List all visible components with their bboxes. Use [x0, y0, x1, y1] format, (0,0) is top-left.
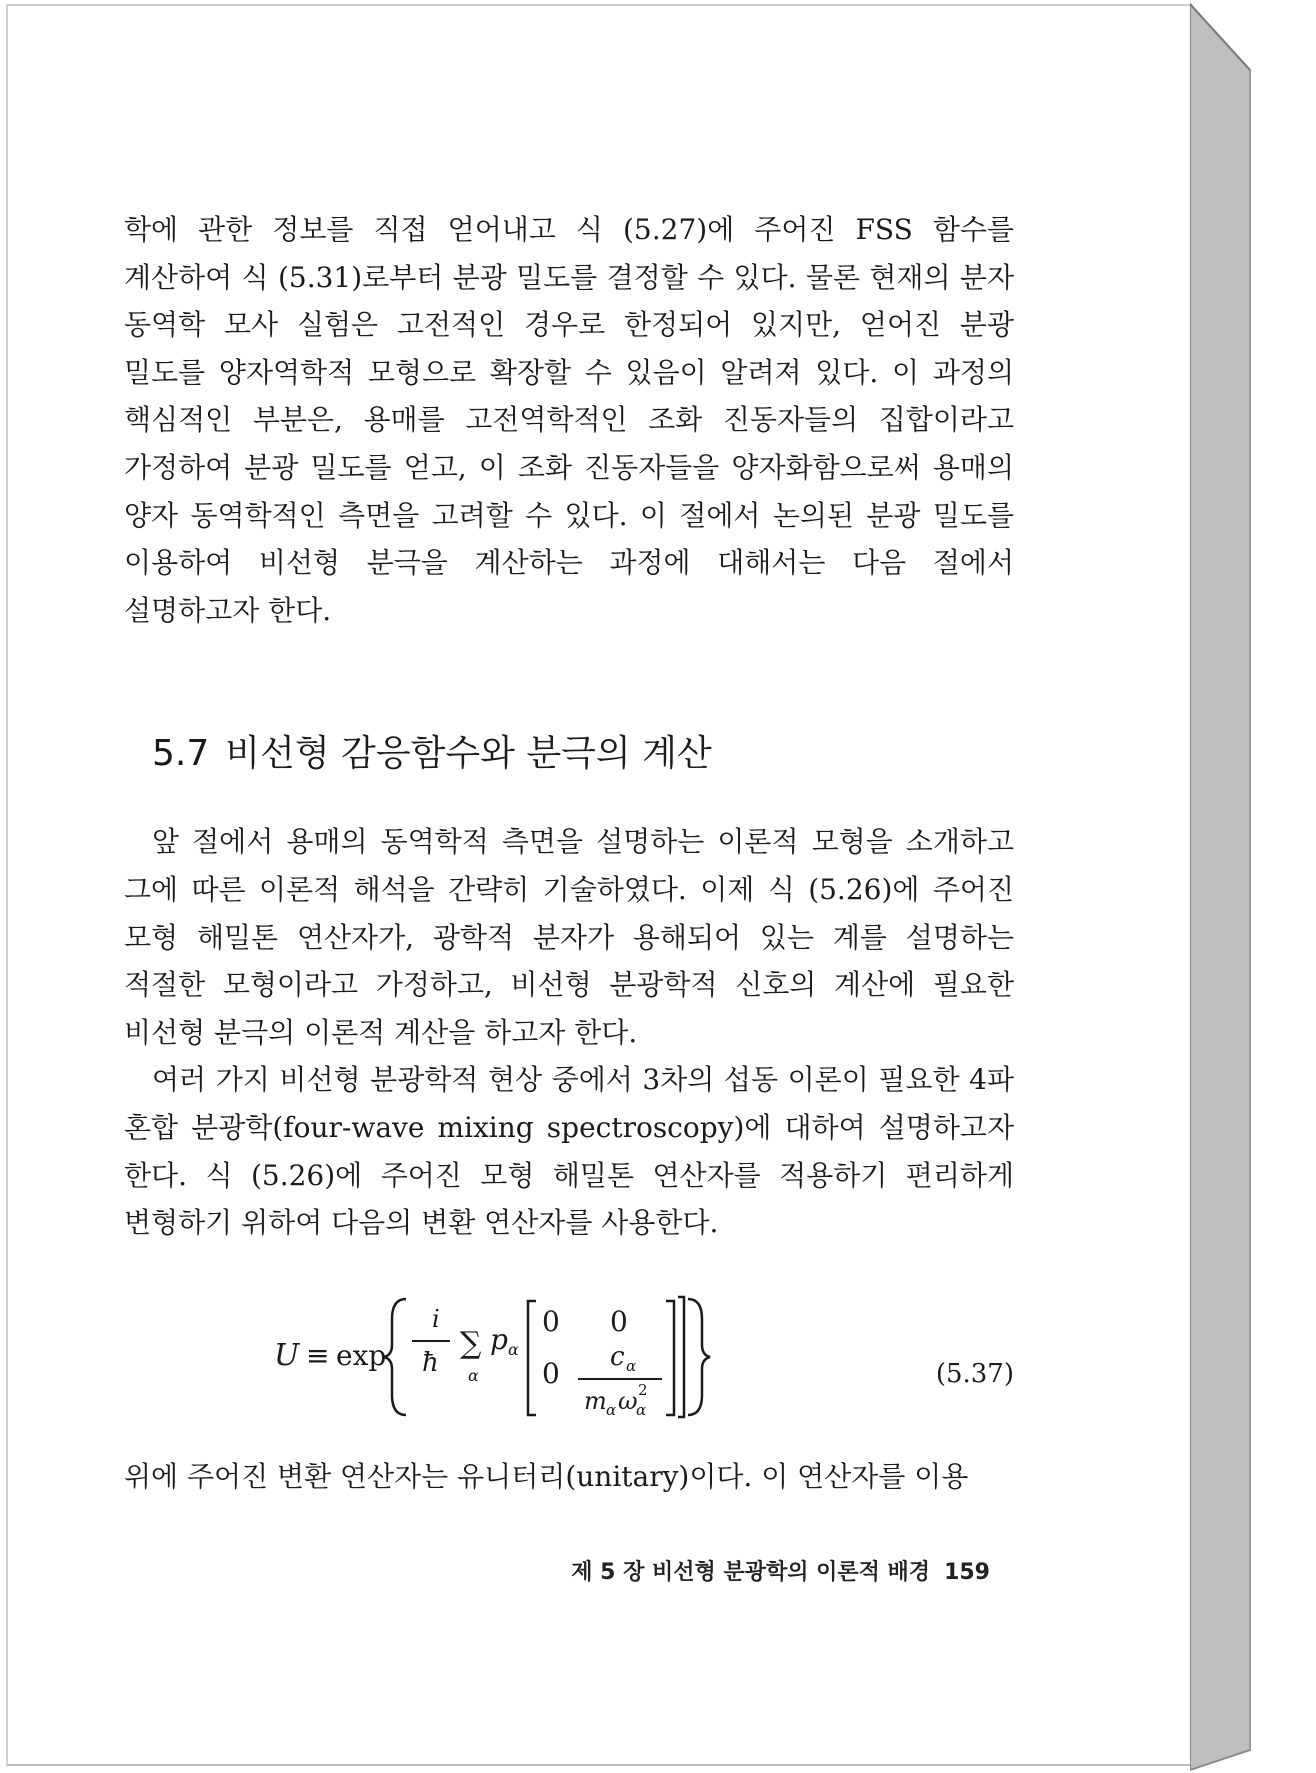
eq-m-sub: α [606, 1400, 617, 1419]
eq-m00: 0 [542, 1304, 560, 1338]
paragraph-1: 학에 관한 정보를 직접 얻어내고 식 (5.27)에 주어진 FSS 함수를 계산하여 식 (5.31)로부터 분광 밀도를 결정할 수 있다. 물론 현재의 분자 동역학 모사 실험은 고전적인 경우로 한정되어 있지만, 얻어진 분광 밀도를 양자역학적 모형으로 확장할 수 있음이 알려져 있다. 이 과정의 핵심적인 부분은, 용매를 고전역학적인 조화 진동자들의 집합이라고 가정하여 분광 밀도를 얻고, 이 조화 진동자들을 양자화함으로써 용매의 양자 동역학적인 측면을 고려할 수 있다. 이 절에서 논의된 분광 밀도를 이용하여 비선형 분극을 계산하는 과정에 대해서는 다음 절에서 설명하고자 한다. [124, 213, 1014, 627]
paragraph-2: 앞 절에서 용매의 동역학적 측면을 설명하는 이론적 모형을 소개하고 그에 따른 이론적 해석을 간략히 기술하였다. 이제 식 (5.26)에 주어진 모형 해밀톤 연산자가, 광학적 분자가 용해되어 있는 계를 설명하는 적절한 모형이라고 가정하고, 비선형 분광학적 신호의 계산에 필요한 비선형 분극의 이론적 계산을 하고자 한다. [124, 825, 1014, 1049]
section-title: 비선형 감응함수와 분극의 계산 [225, 733, 712, 775]
eq-omega-sub: α [636, 1400, 647, 1419]
section-number: 5.7 [152, 733, 210, 775]
paragraph-4: 위에 주어진 변환 연산자는 유니터리(unitary)이다. 이 연산자를 이용 [124, 1459, 969, 1493]
section-heading [152, 734, 1014, 774]
eq-lhs: U [274, 1337, 300, 1373]
equation-number: (5.37) [935, 1358, 1014, 1389]
eq-m: m [584, 1386, 607, 1415]
eq-m10: 0 [542, 1356, 560, 1390]
page-content [124, 206, 1014, 1500]
page-number: 159 [944, 1560, 990, 1585]
eq-omega-sup: 2 [638, 1380, 648, 1399]
eq-hbar: ħ [422, 1347, 439, 1378]
equation-5-37 [124, 1289, 1014, 1419]
eq-omega: ω [618, 1386, 638, 1415]
eq-c-sub: α [626, 1356, 637, 1375]
eq-func: exp [336, 1338, 387, 1372]
eq-sum-index: α [468, 1365, 479, 1385]
page-edge-shadow [1190, 0, 1316, 1773]
paragraph-3: 여러 가지 비선형 분광학적 현상 중에서 3차의 섭동 이론이 필요한 4파 혼합 분광학(four-wave mixing spectroscopy)에 대하여 설명하고자 한다. 식 (5.26)에 주어진 모형 해밀톤 연산자를 적용하기 편리하게 변형하기 위하여 다음의 변환 연산자를 사용한다. [124, 1063, 1014, 1240]
footer-chapter-title: 제 5 장 비선형 분광학의 이론적 배경 [571, 1560, 931, 1585]
eq-equiv: ≡ [306, 1338, 330, 1372]
eq-i: i [432, 1304, 440, 1333]
eq-p: p [490, 1322, 508, 1356]
eq-m01: 0 [610, 1304, 628, 1338]
eq-p-sub: α [508, 1339, 519, 1359]
eq-sum: ∑ [460, 1325, 482, 1361]
page-footer [540, 1555, 990, 1586]
eq-c: c [610, 1341, 625, 1372]
equation-formula [274, 1289, 834, 1419]
